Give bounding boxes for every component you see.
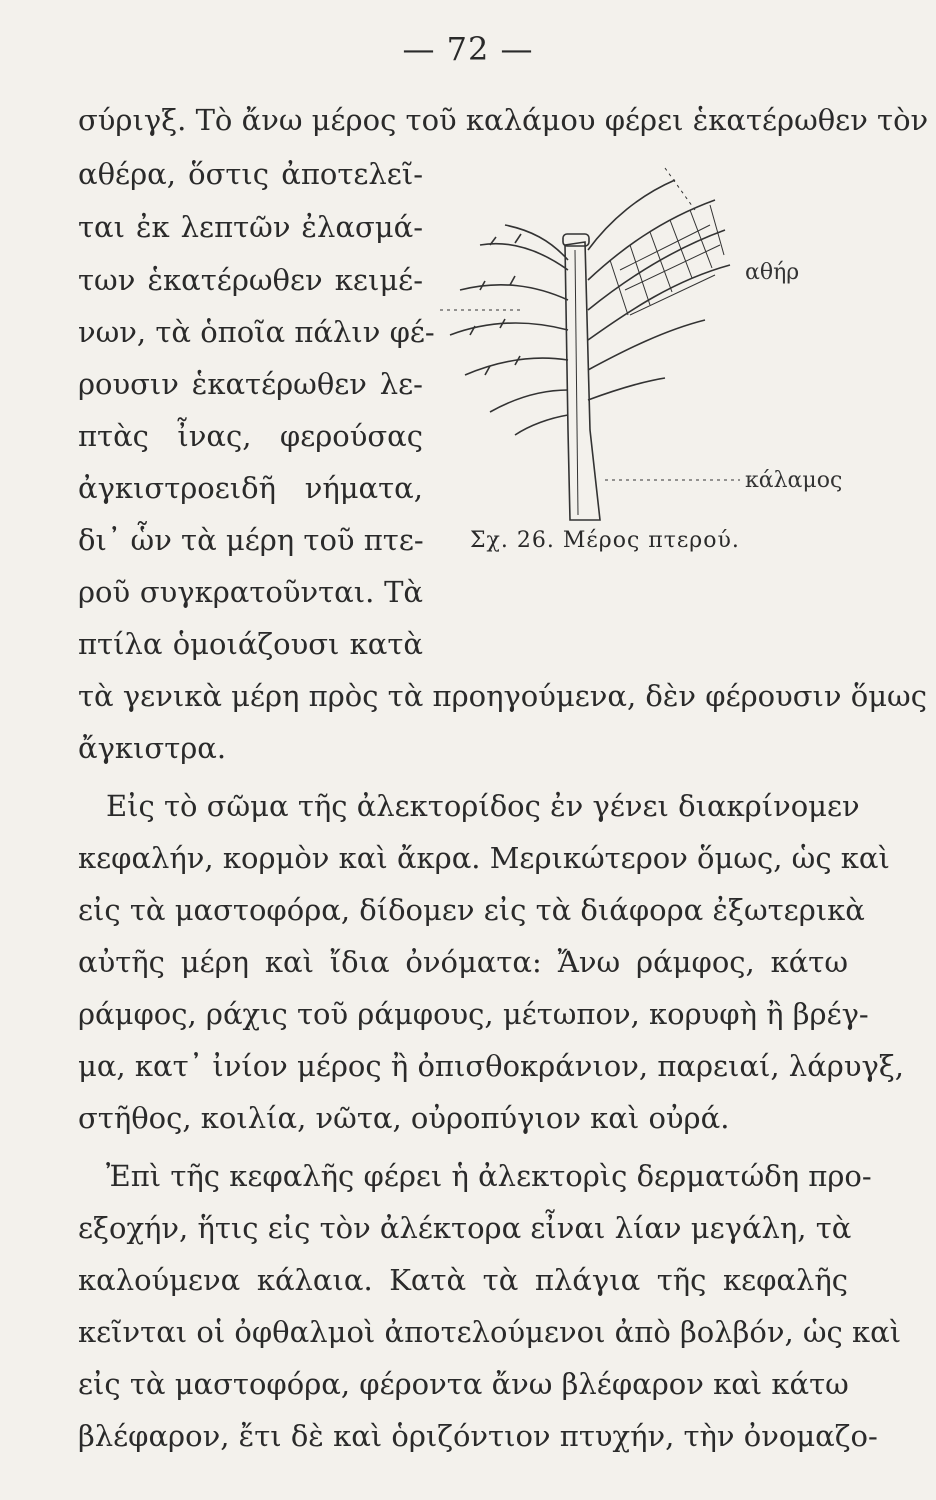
text-line: τὰ γενικὰ μέρη πρὸς τὰ προηγούμενα, δὲν φέρουσιν ὅμως — [78, 679, 927, 713]
page-number: — 72 — — [402, 30, 534, 68]
text-line: ἀγκιστροειδῆ νήματα, — [78, 471, 423, 505]
text-line: Εἰς τὸ σῶμα τῆς ἀλεκτορίδος ἐν γένει διακρίνομεν — [106, 789, 860, 823]
figure-caption: Σχ. 26. Μέρος πτερού. — [470, 528, 740, 553]
text-line: εξοχήν, ἥτις εἰς τὸν ἀλέκτορα εἶναι λίαν μεγάλη, τὰ — [78, 1211, 852, 1245]
text-line: Ἐπὶ τῆς κεφαλῆς φέρει ἡ ἀλεκτορὶς δερματώδη προ- — [106, 1159, 872, 1193]
text-line: βλέφαρον, ἔτι δὲ καὶ ὁριζόντιον πτυχήν, τὴν ὀνομαζο- — [78, 1419, 878, 1453]
text-line: ροῦ συγκρατοῦνται. Τὰ — [78, 575, 423, 609]
text-line: ται ἐκ λεπτῶν ἐλασμά- — [78, 210, 423, 244]
label-athir: αθήρ — [745, 260, 800, 285]
text-line: αὐτῆς μέρη καὶ ἴδια ὀνόματα: Ἄνω ράμφος, κάτω — [78, 945, 848, 979]
text-line: στῆθος, κοιλία, νῶτα, οὐροπύγιον καὶ οὐρά. — [78, 1101, 730, 1135]
text-line: εἰς τὰ μαστοφόρα, δίδομεν εἰς τὰ διάφορα ἐξωτερικὰ — [78, 893, 865, 927]
feather-figure — [430, 150, 860, 590]
text-line: κεφαλήν, κορμὸν καὶ ἄκρα. Μερικώτερον ὅμως, ὡς καὶ — [78, 841, 890, 875]
text-line: εἰς τὰ μαστοφόρα, φέροντα ἄνω βλέφαρον καὶ κάτω — [78, 1367, 849, 1401]
text-line: δι᾽ ὧν τὰ μέρη τοῦ πτε- — [78, 523, 424, 557]
text-line: ράμφος, ράχις τοῦ ράμφους, μέτωπον, κορυφὴ ἢ βρέγ- — [78, 997, 869, 1031]
label-kalamos: κάλαμος — [745, 468, 843, 493]
text-line: ρουσιν ἑκατέρωθεν λε- — [78, 367, 423, 401]
text-line: κεῖνται οἱ ὀφθαλμοὶ ἀποτελούμενοι ἀπὸ βολβόν, ὡς καὶ — [78, 1315, 902, 1349]
text-line: νων, τὰ ὁποῖα πάλιν φέ- — [78, 315, 435, 349]
text-line: σύριγξ. Τὸ ἄνω μέρος τοῦ καλάμου φέρει ἑκατέρωθεν τὸν — [78, 103, 929, 137]
text-line: ἄγκιστρα. — [78, 731, 227, 765]
text-line: πτὰς ἶνας, φερούσας — [78, 419, 423, 453]
text-line: αθέρα, ὅστις ἀποτελεῖ- — [78, 157, 423, 191]
text-line: μα, κατ᾽ ἰνίον μέρος ἢ ὀπισθοκράνιον, παρειαί, λάρυγξ, — [78, 1049, 904, 1083]
text-line: των ἑκατέρωθεν κειμέ- — [78, 263, 423, 297]
text-line: πτίλα ὁμοιάζουσι κατὰ — [78, 627, 423, 661]
text-line: καλούμενα κάλαια. Κατὰ τὰ πλάγια τῆς κεφαλῆς — [78, 1263, 848, 1297]
